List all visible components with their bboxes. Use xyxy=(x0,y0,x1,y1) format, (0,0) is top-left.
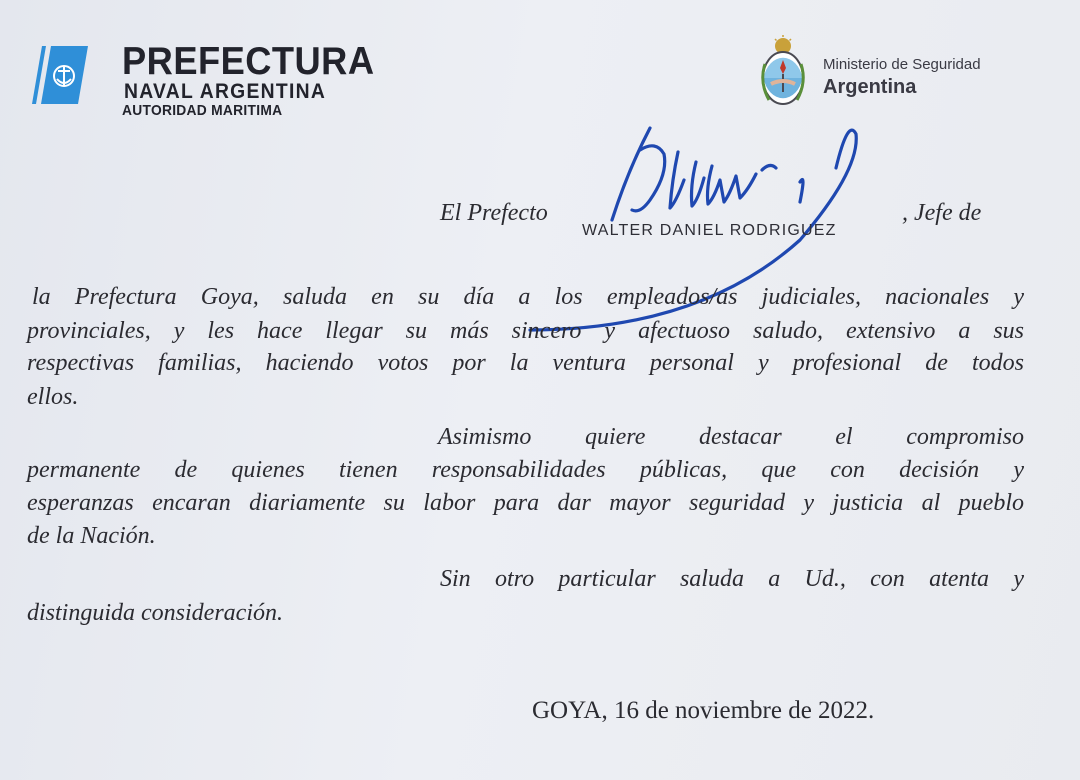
prefectura-anchor-emblem-icon xyxy=(30,46,118,106)
logo-subtitle: NAVAL ARGENTINA xyxy=(124,80,327,103)
paragraph-1-line-4: ellos. xyxy=(27,384,79,410)
paragraph-2-line-1: Asimismo quiere destacar el compromiso xyxy=(438,424,1024,450)
ministerio-logo xyxy=(755,34,1015,114)
ministerio-country: Argentina xyxy=(823,76,917,98)
logo-title: PREFECTURA xyxy=(122,40,375,83)
paragraph-1-line-1: la Prefectura Goya, saluda en su día a los empleados/as judiciales, nacionales y xyxy=(32,284,1024,310)
intro-text: El Prefecto xyxy=(440,200,548,226)
paragraph-2-line-3: esperanzas encaran diariamente su labor para dar mayor seguridad y justicia al pueblo xyxy=(27,490,1024,516)
paragraph-2-line-2: permanente de quienes tienen responsabilidades públicas, que con decisión y xyxy=(27,457,1024,483)
paragraph-1-line-3: respectivas familias, haciendo votos por la ventura personal y profesional de todos xyxy=(27,350,1024,376)
coat-of-arms-icon xyxy=(755,34,811,110)
paragraph-1-line-2: provinciales, y les hace llegar su más sincero y afectuoso saludo, extensivo a sus xyxy=(27,318,1024,344)
paragraph-3-line-1: Sin otro particular saluda a Ud., con atenta y xyxy=(440,566,1024,592)
date-line: GOYA, 16 de noviembre de 2022. xyxy=(532,697,875,724)
ministerio-name: Ministerio de Seguridad xyxy=(823,56,981,73)
paragraph-2-line-4: de la Nación. xyxy=(27,523,156,549)
paragraph-3-line-2: distinguida consideración. xyxy=(27,600,283,626)
officer-name: WALTER DANIEL RODRIGUEZ xyxy=(582,222,837,239)
intro-title-suffix: , Jefe de xyxy=(902,200,982,226)
prefectura-logo xyxy=(30,40,375,120)
logo-tagline: AUTORIDAD MARITIMA xyxy=(122,102,283,119)
